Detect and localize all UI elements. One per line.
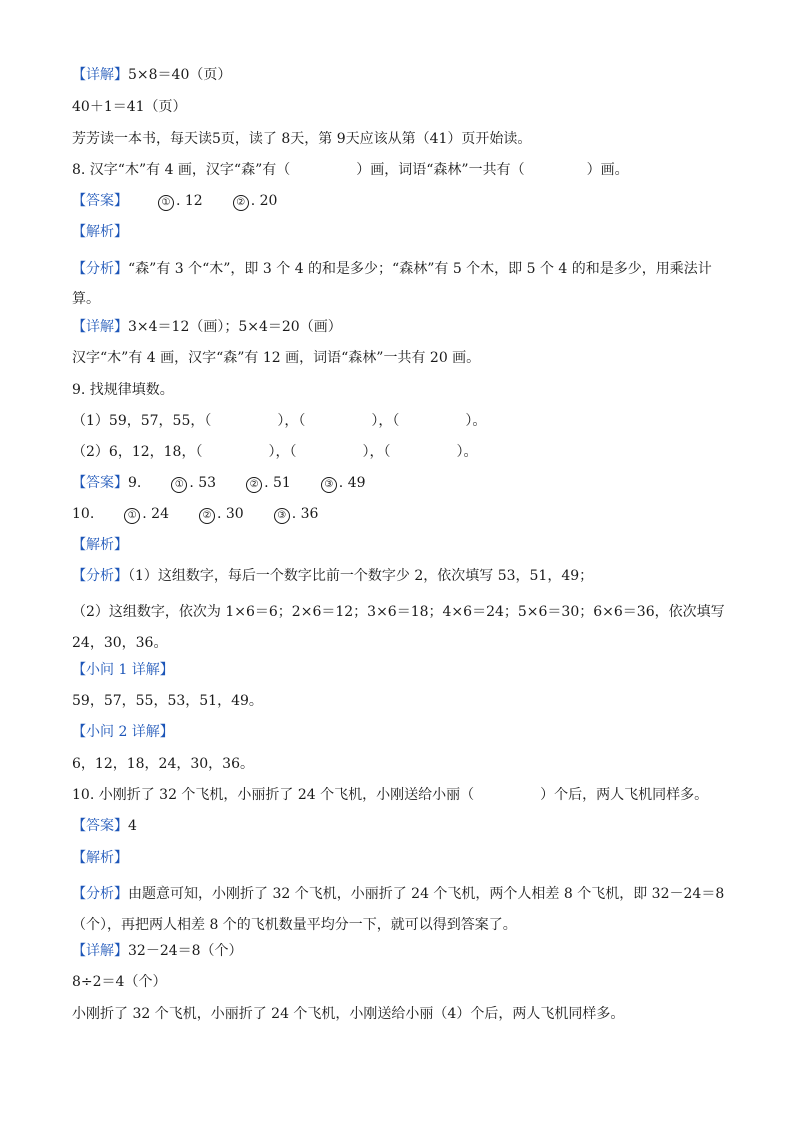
answer-value: . 12 <box>176 193 203 209</box>
detail-tag: 【详解】 <box>72 67 128 83</box>
answer-value: . 49 <box>338 475 366 491</box>
circled-number-1: ① <box>171 477 187 493</box>
answer-number: 9. <box>128 475 142 491</box>
question-8 <box>72 160 738 180</box>
circled-number-3: ③ <box>274 508 290 524</box>
circled-number-2: ② <box>233 195 249 211</box>
sub-question-2-heading <box>72 722 738 742</box>
analysis-text: （1）这组数字，每后一个数字比前一个数字少 2，依次填写 53，51，49； <box>128 568 594 584</box>
circled-number-1: ① <box>124 508 140 524</box>
answer-number: 10. <box>72 506 95 522</box>
analysis-tag: 【分析】 <box>72 261 128 277</box>
analysis-tag: 【分析】 <box>72 568 128 584</box>
analysis-tag: 【分析】 <box>72 886 128 902</box>
sequence-text: （2）6，12，18，（ <box>72 444 203 460</box>
question-10-part-2: ）个后，两人飞机同样多。 <box>540 787 709 803</box>
conclusion-line: 芳芳读一本书，每天读5页，读了 8天，第 9天应该从第（41）页开始读。 <box>72 131 532 147</box>
calc-line: 40＋1＝41（页） <box>72 99 187 115</box>
detail-line <box>72 65 738 85</box>
analysis-heading: 【解析】 <box>72 224 128 240</box>
circled-number-2: ② <box>199 508 215 524</box>
question-10-answer <box>72 816 738 836</box>
circled-number-2: ② <box>246 477 262 493</box>
answer-value: . 30 <box>216 506 244 522</box>
question-9-part-1 <box>72 411 738 431</box>
analysis-line-1 <box>72 566 738 586</box>
circled-number-1: ① <box>158 195 174 211</box>
detail-line <box>72 317 738 337</box>
question-8-answer <box>72 191 738 211</box>
question-9-part-2 <box>72 442 738 462</box>
detail-tag: 【详解】 <box>72 319 128 335</box>
question-8-part-1: 8. 汉字“木”有 4 画，汉字“森”有（ <box>72 162 291 178</box>
detail-text: 3×4＝12（画）；5×4＝20（画） <box>128 319 342 335</box>
analysis-heading: 【解析】 <box>72 537 128 553</box>
summary-line: 汉字“木”有 4 画，汉字“森”有 12 画，词语“森林”一共有 20 画。 <box>72 350 481 366</box>
analysis-line-2: （2）这组数字，依次为 1×6＝6；2×6＝12；3×6＝18；4×6＝24；5×6＝30；6×6＝36，依次填写 24，30，36。 <box>72 604 725 651</box>
sub-question-2-answer: 6，12，18，24，30，36。 <box>72 756 254 772</box>
analysis-heading: 【解析】 <box>72 850 128 866</box>
answer-value: . 36 <box>291 506 319 522</box>
detail-text: 32－24＝8（个） <box>128 943 243 959</box>
sequence-separator: ），（ <box>362 444 391 460</box>
analysis-text: “森”有 3 个“木”，即 3 个 4 的和是多少；“森林”有 5 个木，即 5 个 4 的和是多少，用乘法计算。 <box>72 261 712 307</box>
detail-tag: 【详解】 <box>72 943 128 959</box>
sequence-separator: ），（ <box>277 413 306 429</box>
sub-question-1-heading <box>72 660 738 680</box>
answer-tag: 【答案】 <box>72 818 128 834</box>
answer-value: 4 <box>128 818 137 834</box>
analysis-text: 由题意可知，小刚折了 32 个飞机，小丽折了 24 个飞机，两个人相差 8 个飞机，即 32－24＝8（个），再把两人相差 8 个的飞机数量平均分一下，就可以得到答案了。 <box>72 886 725 933</box>
sequence-end: ）。 <box>465 413 487 429</box>
detail-text: 5×8＝40（页） <box>128 67 232 83</box>
summary-line: 小刚折了 32 个飞机，小丽折了 24 个飞机，小刚送给小丽（4）个后，两人飞机同样多。 <box>72 1006 625 1022</box>
answer-value: . 51 <box>264 475 291 491</box>
sub-question-1-answer: 59，57，55，53，51，49。 <box>72 693 263 709</box>
detail-line <box>72 941 738 961</box>
circled-number-3: ③ <box>321 477 337 493</box>
question-8-part-3: ）画。 <box>586 162 629 178</box>
question-10 <box>72 785 738 805</box>
answer-value: . 20 <box>250 193 278 209</box>
question-9: 9. 找规律填数。 <box>72 382 174 398</box>
answer-tag: 【答案】 <box>72 193 128 209</box>
sub-question-tag: 【小问 2 详解】 <box>72 724 174 740</box>
question-10-answer-row <box>72 504 738 524</box>
division-line: 8÷2＝4（个） <box>72 974 167 990</box>
answer-value: . 24 <box>142 506 169 522</box>
answer-value: . 53 <box>189 475 217 491</box>
question-9-answer <box>72 473 738 493</box>
analysis-paragraph <box>72 254 738 314</box>
sequence-separator: ），（ <box>371 413 400 429</box>
question-10-part-1: 10. 小刚折了 32 个飞机，小丽折了 24 个飞机，小刚送给小丽（ <box>72 787 475 803</box>
sub-question-tag: 【小问 1 详解】 <box>72 662 174 678</box>
question-8-part-2: ）画，词语“森林”一共有（ <box>356 162 525 178</box>
sequence-separator: ），（ <box>268 444 297 460</box>
sequence-text: （1）59，57，55，（ <box>72 413 212 429</box>
sequence-end: ）。 <box>456 444 478 460</box>
answer-tag: 【答案】 <box>72 475 128 491</box>
analysis-paragraph <box>72 879 738 941</box>
